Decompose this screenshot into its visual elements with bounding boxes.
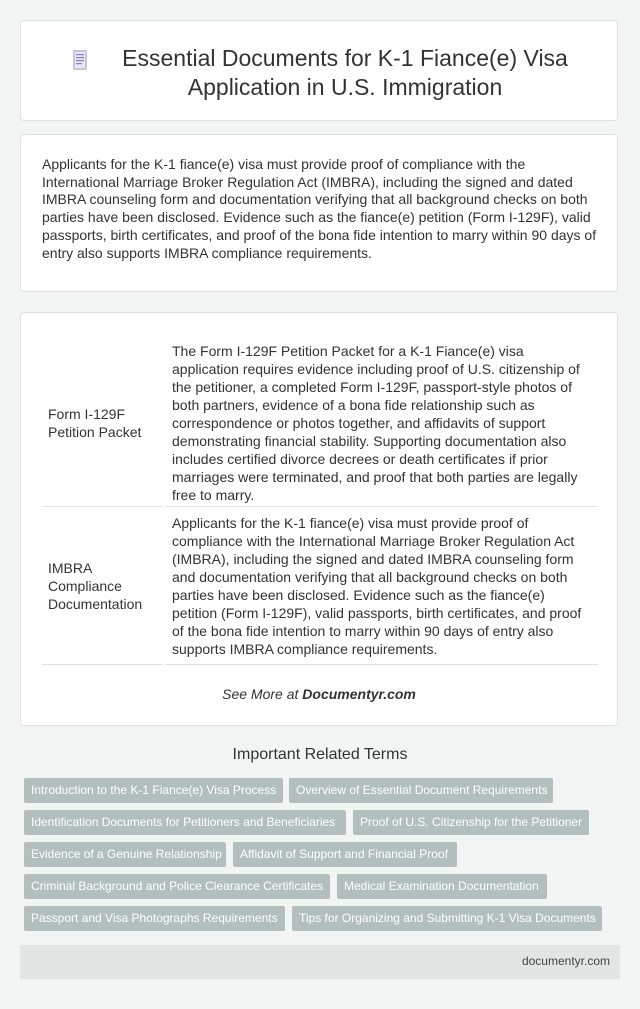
summary-card bbox=[20, 134, 618, 292]
related-term-tag[interactable]: Medical Examination Documentation bbox=[337, 874, 547, 899]
related-terms-heading: Important Related Terms bbox=[232, 746, 408, 763]
see-more-link[interactable]: Documentyr.com bbox=[302, 686, 416, 702]
footer bbox=[20, 945, 620, 979]
related-term-tag[interactable]: Proof of U.S. Citizenship for the Petitioner bbox=[353, 810, 589, 835]
related-term-tag[interactable]: Evidence of a Genuine Relationship bbox=[24, 842, 226, 867]
row-description: The Form I-129F Petition Packet for a K-1 Fiance(e) visa application requires evidence including proof of U.S. citizenship of the petitioner, a completed Form I-129F, passport-style photos of both partners, evidence of a bona fide relationship such as correspondence or photos together, and affidavits of support demonstrating financial stability. Supporting documentation also includes certified divorce decrees or death certificates if prior marriages were terminated, and proof that both parties are legally free to marry. bbox=[165, 340, 599, 507]
related-term-tag[interactable]: Tips for Organizing and Submitting K-1 Visa Documents bbox=[292, 906, 602, 931]
related-term-tag[interactable]: Identification Documents for Petitioners and Beneficiaries bbox=[24, 810, 346, 835]
related-term-tag[interactable]: Criminal Background and Police Clearance Certificates bbox=[24, 874, 330, 899]
related-term-tag[interactable]: Affidavit of Support and Financial Proof bbox=[233, 842, 457, 867]
footer-site[interactable]: documentyr.com bbox=[521, 954, 610, 968]
table-row bbox=[42, 507, 598, 665]
row-description: Applicants for the K-1 fiance(e) visa must provide proof of compliance with the International Marriage Broker Regulation Act (IMBRA), including the signed and dated IMBRA counseling form and documentation verifying that all background checks on both parties have been disclosed. Evidence such as the fiance(e) petition (Form I-129F), valid passports, birth certificates, and proof of the bona fide intention to marry within 90 days of entry also supports IMBRA compliance requirements. bbox=[165, 507, 599, 665]
table-row bbox=[42, 340, 598, 507]
row-label: IMBRA Compliance Documentation bbox=[42, 507, 165, 665]
see-more bbox=[21, 686, 617, 702]
summary-text: Applicants for the K-1 fiance(e) visa must provide proof of compliance with the International Marriage Broker Regulation Act (IMBRA), including the signed and dated IMBRA counseling form and documentation verifying that all background checks on both parties have been disclosed. Evidence such as the fiance(e) petition (Form I-129F), valid passports, birth certificates, and proof of the bona fide intention to marry within 90 days of entry also supports IMBRA compliance requirements. bbox=[42, 156, 597, 261]
page-title: Essential Documents for K-1 Fiance(e) Visa Application in U.S. Immigration bbox=[122, 45, 568, 100]
related-term-tag[interactable]: Passport and Visa Photographs Requirements bbox=[24, 906, 285, 931]
related-term-tag[interactable]: Introduction to the K-1 Fiance(e) Visa Process bbox=[24, 778, 283, 803]
row-label: Form I-129F Petition Packet bbox=[42, 340, 165, 507]
documents-table-card bbox=[20, 312, 618, 726]
see-more-prefix: See More at bbox=[222, 686, 303, 702]
documents-table bbox=[42, 340, 598, 665]
related-term-tag[interactable]: Overview of Essential Document Requirements bbox=[289, 778, 553, 803]
header-card bbox=[20, 20, 618, 121]
